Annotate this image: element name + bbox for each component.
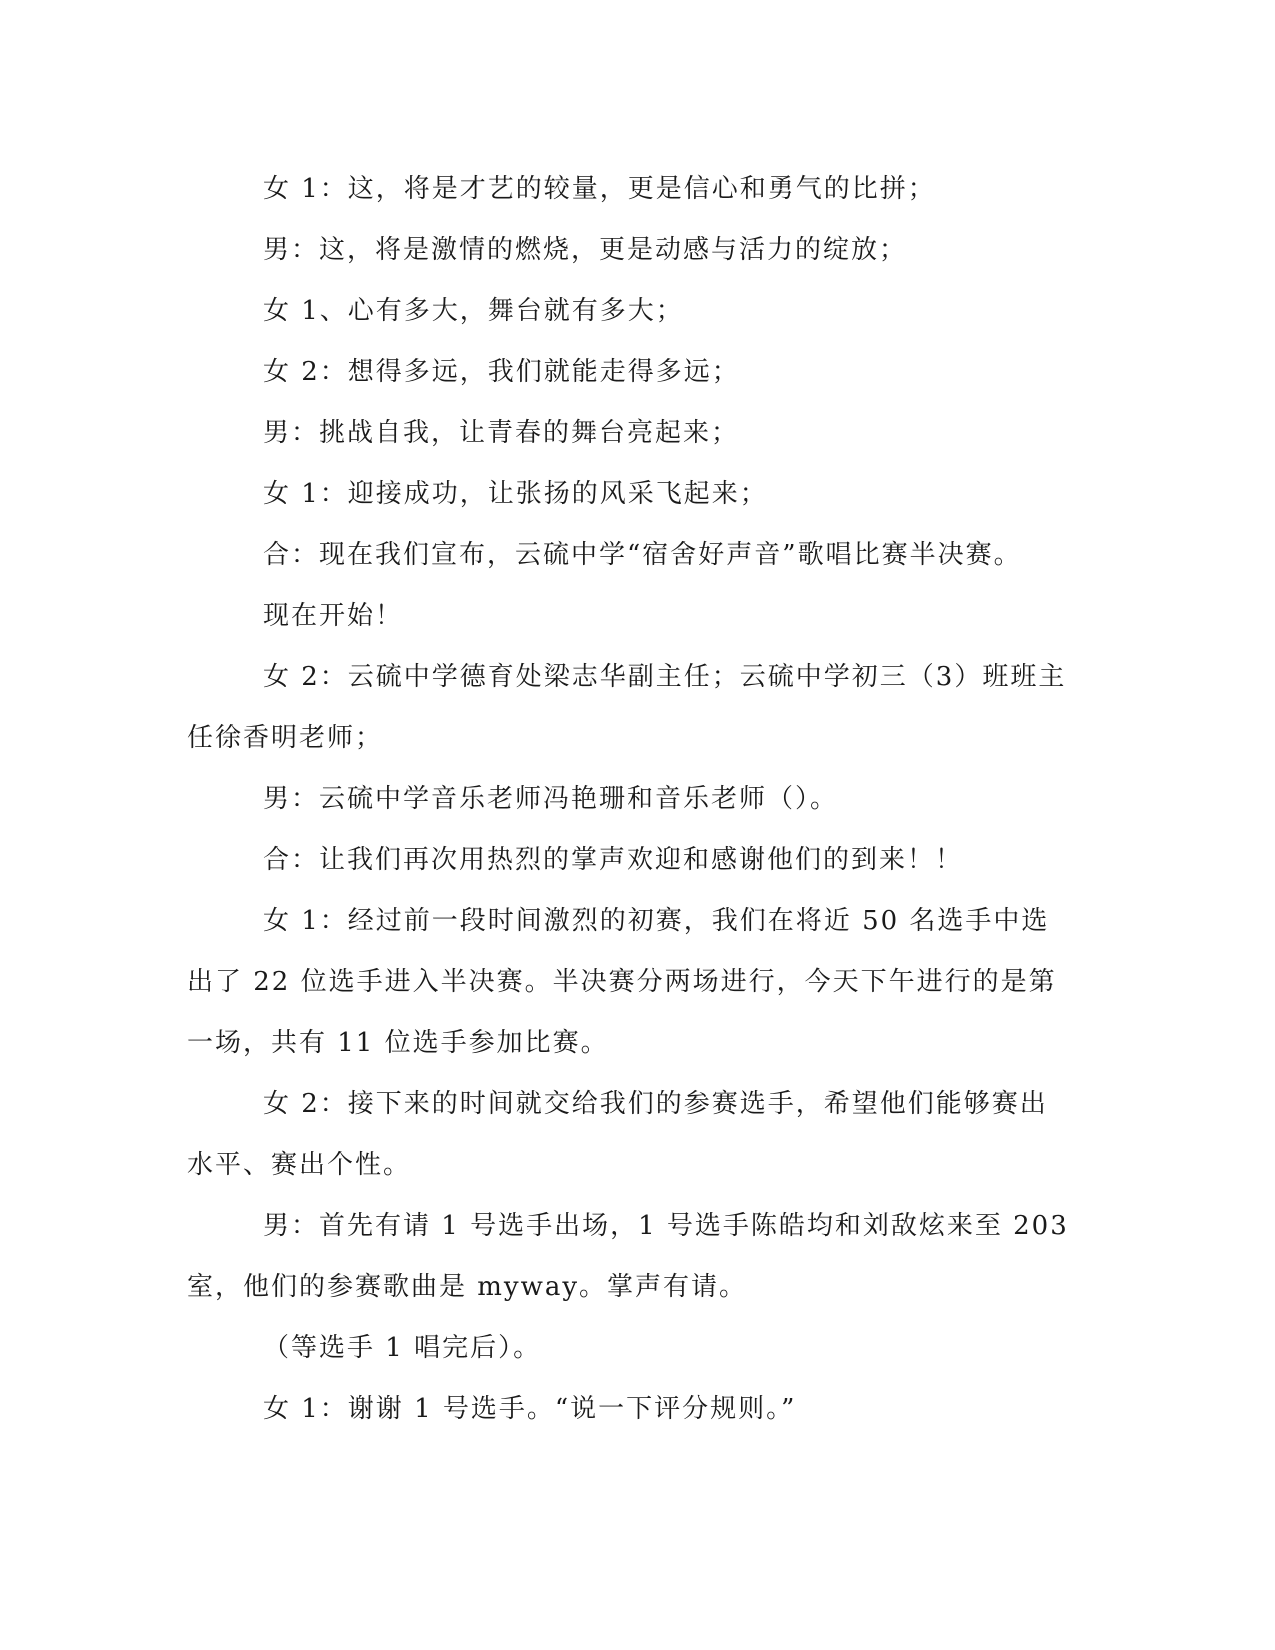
paragraph-6: 女 1：迎接成功，让张扬的风采飞起来； xyxy=(263,479,768,509)
document-body xyxy=(187,159,1072,1440)
paragraph-8: 现在开始！ xyxy=(263,601,404,631)
paragraph-2: 男：这，将是激情的燃烧，更是动感与活力的绽放； xyxy=(263,235,908,265)
paragraph-4: 女 2：想得多远，我们就能走得多远； xyxy=(263,357,740,387)
paragraph-5: 男：挑战自我，让青春的舞台亮起来； xyxy=(263,418,740,448)
paragraph-7: 合：现在我们宣布，云硫中学“宿舍好声音”歌唱比赛半决赛。 xyxy=(263,540,1022,570)
paragraph-3: 女 1、心有多大，舞台就有多大； xyxy=(263,296,684,326)
paragraph-14: 男：首先有请 1 号选手出场，1 号选手陈皓均和刘敌炫来至 203 室，他们的参赛歌曲是 myway。掌声有请。 xyxy=(187,1211,1069,1302)
paragraph-10: 男：云硫中学音乐老师冯艳珊和音乐老师（）。 xyxy=(263,784,839,814)
paragraph-15: （等选手 1 唱完后）。 xyxy=(263,1333,542,1363)
paragraph-9: 女 2：云硫中学德育处梁志华副主任；云硫中学初三（3）班班主任徐香明老师； xyxy=(187,662,1067,753)
paragraph-16: 女 1：谢谢 1 号选手。“说一下评分规则。” xyxy=(263,1394,797,1424)
paragraph-13: 女 2：接下来的时间就交给我们的参赛选手，希望他们能够赛出水平、赛出个性。 xyxy=(187,1089,1048,1180)
paragraph-1: 女 1：这，将是才艺的较量，更是信心和勇气的比拼； xyxy=(263,174,936,204)
paragraph-11: 合：让我们再次用热烈的掌声欢迎和感谢他们的到来！！ xyxy=(263,845,964,875)
paragraph-12: 女 1：经过前一段时间激烈的初赛，我们在将近 50 名选手中选出了 22 位选手进入半决赛。半决赛分两场进行，今天下午进行的是第一场，共有 11 位选手参加比赛。 xyxy=(187,906,1057,1058)
